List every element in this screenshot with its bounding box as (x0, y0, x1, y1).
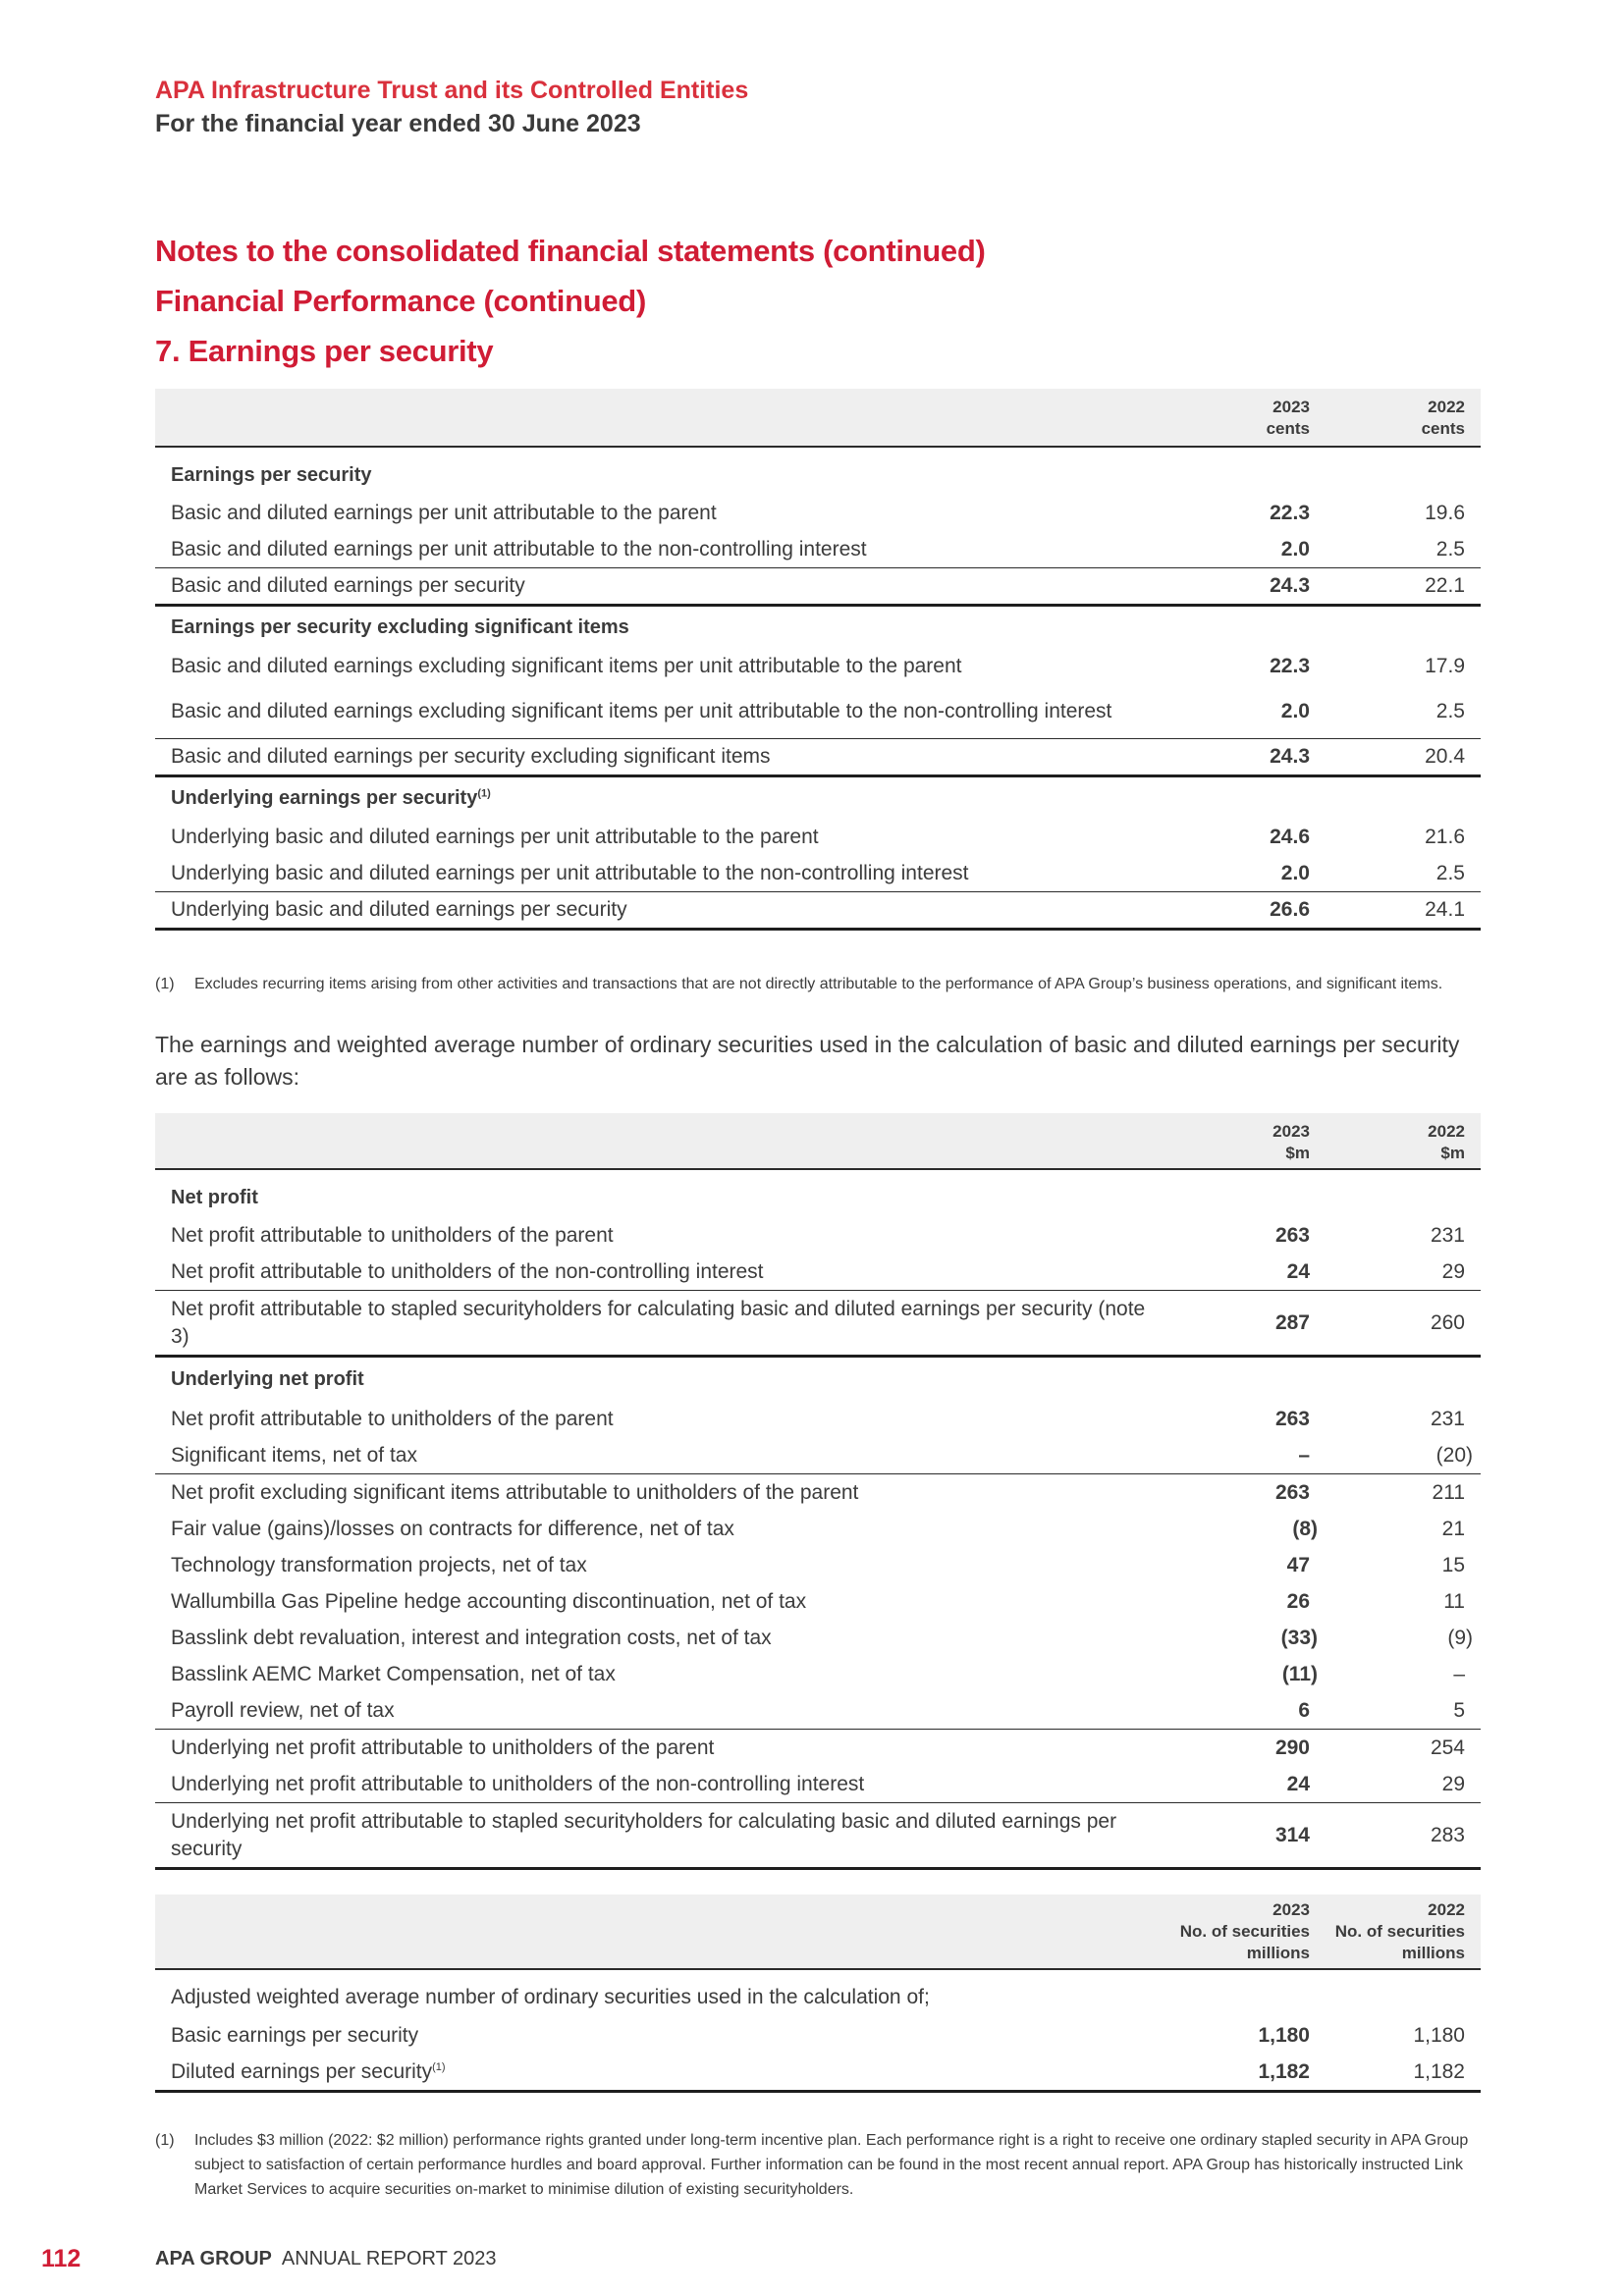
row-label-text: Underlying earnings per security (171, 787, 478, 809)
eps-footnote (155, 972, 1481, 996)
value-2022: 24.1 (1425, 898, 1465, 921)
eps-table (155, 389, 1481, 931)
table-row (155, 819, 1481, 855)
section-heading: Financial Performance (continued) (155, 284, 646, 318)
row-label-text: Fair value (gains)/losses on contracts for difference, net of tax (171, 1517, 734, 1540)
securities-table-header (155, 1895, 1481, 1970)
value-2023: – (1298, 1443, 1310, 1467)
footnote-text: Includes $3 million (2022: $2 million) performance rights granted under long-term incentive plan. Each performance right is a right to receive one ordinary stapled security in APA Group subject to satisfaction of certain performance hurdles and board approval. Further information can be found in the most recent annual report. APA Group has historically instructed Link Market Services to acquire securities on-market to minimise dilution of existing securityholders. (194, 2132, 1469, 2198)
value-2022: 260 (1430, 1310, 1465, 1334)
value-2023: 263 (1274, 1223, 1310, 1247)
table-row (155, 531, 1481, 567)
total-row (155, 567, 1481, 607)
row-label (155, 1442, 1153, 1469)
row-label-text: Basslink debt revaluation, interest and integration costs, net of tax (171, 1626, 772, 1649)
table-row (155, 1473, 1481, 1511)
value-2022: (20) (1435, 1443, 1473, 1467)
row-label (155, 698, 1153, 725)
row-label-text: Underlying basic and diluted earnings per unit attributable to the non-controlling interest (171, 861, 969, 884)
value-2022: 231 (1430, 1407, 1465, 1430)
value-2023: 263 (1274, 1407, 1310, 1430)
table-row (155, 1692, 1481, 1729)
value-2023: 24 (1286, 1259, 1310, 1283)
value-2022: 21.6 (1425, 825, 1465, 848)
row-label (155, 1588, 1153, 1616)
row-label (155, 896, 1153, 924)
table-row (155, 1583, 1481, 1620)
note-title: 7. Earnings per security (155, 334, 494, 368)
value-2022: 254 (1430, 1735, 1465, 1759)
table-row (155, 1401, 1481, 1437)
row-label (155, 572, 1153, 600)
securities-footnote (155, 2128, 1481, 2202)
row-label (155, 2022, 1153, 2050)
col-2022-header (1422, 397, 1465, 440)
row-label-text: Technology transformation projects, net of tax (171, 1553, 587, 1576)
footnote-text: Excludes recurring items arising from other activities and transactions that are not directly attributable to the performance of APA Group’s business operations, and significant items. (194, 976, 1443, 992)
table-row (155, 648, 1481, 684)
col-scale: millions (1246, 1944, 1310, 1962)
value-2022: – (1453, 1662, 1465, 1685)
value-2022: 15 (1441, 1553, 1465, 1576)
row-label-text: Payroll review, net of tax (171, 1698, 395, 1722)
total-row (155, 738, 1481, 777)
value-2023: 290 (1274, 1735, 1310, 1759)
row-label (155, 653, 1153, 680)
total-row (155, 1290, 1481, 1358)
row-label-text: Wallumbilla Gas Pipeline hedge accounting discontinuation, net of tax (171, 1589, 807, 1613)
col-year: 2022 (1428, 1122, 1465, 1141)
row-label-text: Net profit attributable to unitholders of the parent (171, 1407, 614, 1430)
footer-brand (155, 2248, 497, 2270)
value-2023: 2.0 (1280, 861, 1310, 884)
value-2023: 24.6 (1270, 825, 1310, 848)
row-label-text: Earnings per security (171, 464, 372, 486)
value-2023: 2.0 (1280, 699, 1310, 722)
row-label-text: Net profit attributable to unitholders of the parent (171, 1223, 614, 1247)
table-row (155, 1254, 1481, 1290)
table-row (155, 1217, 1481, 1254)
eps-table-body (155, 455, 1481, 931)
page-number: 112 (41, 2245, 81, 2272)
value-2022: 211 (1432, 1480, 1465, 1504)
row-label (155, 1661, 1153, 1688)
row-label-text: Underlying net profit attributable to unitholders of the parent (171, 1735, 715, 1759)
row-label (155, 1406, 1153, 1433)
value-2023: 263 (1274, 1480, 1310, 1504)
row-label-text: Diluted earnings per security (171, 2059, 433, 2083)
value-2022: 2.5 (1435, 537, 1465, 561)
col-scale: millions (1401, 1944, 1465, 1962)
row-label (155, 461, 1153, 489)
row-label-text: Basic and diluted earnings excluding significant items per unit attributable to the non-controlling interest (171, 699, 1112, 722)
footnote-marker: (1) (155, 976, 175, 992)
table-row (155, 1620, 1481, 1656)
col-unit: $m (1440, 1144, 1465, 1162)
col-year: 2022 (1428, 398, 1465, 416)
table-row (155, 1766, 1481, 1802)
table-row (155, 1511, 1481, 1547)
brand-name: APA GROUP (155, 2248, 272, 2269)
row-label-text: Earnings per security excluding significant items (171, 616, 629, 638)
value-2022: 21 (1441, 1517, 1465, 1540)
net-profit-table-header (155, 1113, 1481, 1170)
table-row (155, 1547, 1481, 1583)
value-2022: 231 (1430, 1223, 1465, 1247)
securities-table-body (155, 1978, 1481, 2093)
table-row (155, 1978, 1481, 2017)
row-label-text: Underlying basic and diluted earnings per security (171, 898, 627, 921)
row-label (155, 1222, 1153, 1250)
row-label-text: Basic and diluted earnings per security excluding significant items (171, 745, 771, 768)
row-label (155, 1625, 1153, 1652)
row-label (155, 1258, 1153, 1286)
value-2022: 2.5 (1435, 699, 1465, 722)
row-label (155, 1697, 1153, 1725)
row-label (155, 1184, 1153, 1211)
section-row (155, 1178, 1481, 1217)
row-label (155, 1808, 1153, 1863)
col-unit: No. of securities (1179, 1922, 1310, 1941)
footnote-marker: (1) (155, 2132, 175, 2149)
col-2022-header (1335, 1899, 1465, 1964)
table-row (155, 1437, 1481, 1473)
col-year: 2023 (1272, 1122, 1310, 1141)
value-2023: (8) (1292, 1517, 1318, 1540)
value-2023: 6 (1298, 1698, 1310, 1722)
col-2023-header (1267, 397, 1310, 440)
col-unit: No. of securities (1334, 1922, 1465, 1941)
row-label-text: Underlying net profit attributable to stapled securityholders for calculating basic and diluted earnings per security (171, 1809, 1117, 1860)
row-label (155, 1771, 1153, 1798)
row-label (155, 860, 1153, 887)
row-label-text: Underlying net profit attributable to unitholders of the non-controlling interest (171, 1772, 865, 1795)
col-2023-header (1180, 1899, 1310, 1964)
value-2022: 20.4 (1425, 745, 1465, 768)
col-year: 2023 (1272, 1900, 1310, 1919)
row-label-text: Basic and diluted earnings per unit attributable to the parent (171, 501, 717, 524)
value-2023: 2.0 (1280, 537, 1310, 561)
value-2022: 19.6 (1425, 501, 1465, 524)
net-profit-table-body (155, 1178, 1481, 1870)
value-2023: 22.3 (1270, 501, 1310, 524)
row-label (155, 1984, 1153, 2011)
value-2023: 22.3 (1270, 654, 1310, 677)
value-2023: 26.6 (1270, 898, 1310, 921)
value-2023: 1,182 (1258, 2059, 1310, 2083)
table-row (155, 1729, 1481, 1766)
value-2023: (11) (1281, 1662, 1318, 1685)
period-subtitle: For the financial year ended 30 June 2023 (155, 110, 641, 137)
table-row (155, 1656, 1481, 1692)
row-label (155, 1735, 1153, 1762)
value-2023: 24.3 (1270, 574, 1310, 597)
row-label (155, 1516, 1153, 1543)
col-year: 2023 (1272, 398, 1310, 416)
row-label-text: Underlying net profit (171, 1368, 364, 1390)
col-2023-header (1272, 1121, 1310, 1164)
section-row (155, 455, 1481, 495)
row-label-text: Underlying basic and diluted earnings per unit attributable to the parent (171, 825, 819, 848)
row-label-text: Net profit (171, 1187, 258, 1208)
value-2023: 1,180 (1258, 2023, 1310, 2047)
table-row (155, 495, 1481, 531)
value-2023: (33) (1280, 1626, 1318, 1649)
value-2023: 24.3 (1270, 745, 1310, 768)
row-label-text: Net profit attributable to stapled securityholders for calculating basic and diluted earnings per security (note 3) (171, 1297, 1146, 1348)
row-label (155, 1365, 1153, 1393)
row-label (155, 1552, 1153, 1579)
row-label-text: Net profit excluding significant items attributable to unitholders of the parent (171, 1480, 859, 1504)
row-label (155, 2058, 1153, 2086)
eps-table-header (155, 389, 1481, 448)
col-unit: cents (1421, 419, 1465, 438)
row-label (155, 824, 1153, 851)
value-2023: 287 (1274, 1310, 1310, 1334)
col-unit: $m (1285, 1144, 1310, 1162)
row-label (155, 784, 1153, 812)
row-label (155, 536, 1153, 563)
report-name: ANNUAL REPORT 2023 (281, 2248, 497, 2269)
value-2022: 17.9 (1425, 654, 1465, 677)
value-2023: 47 (1286, 1553, 1310, 1576)
row-label (155, 743, 1153, 771)
intro-paragraph: The earnings and weighted average number of ordinary securities used in the calculation of basic and diluted earnings per security are as follows: (155, 1032, 1460, 1090)
row-label (155, 1479, 1153, 1507)
row-label-text: Basic and diluted earnings per unit attributable to the non-controlling interest (171, 537, 867, 561)
net-profit-table (155, 1113, 1481, 1870)
value-2023: 24 (1286, 1772, 1310, 1795)
total-row (155, 1802, 1481, 1870)
value-2022: 5 (1453, 1698, 1465, 1722)
row-label (155, 1296, 1153, 1351)
table-row (155, 2017, 1481, 2054)
col-2022-header (1428, 1121, 1465, 1164)
col-unit: cents (1266, 419, 1310, 438)
row-label-text: Basslink AEMC Market Compensation, net of tax (171, 1662, 616, 1685)
row-label-text: Basic and diluted earnings per security (171, 574, 525, 597)
row-label-text: Basic earnings per security (171, 2023, 419, 2047)
value-2022: 29 (1441, 1772, 1465, 1795)
value-2023: 26 (1286, 1589, 1310, 1613)
total-row (155, 891, 1481, 931)
row-label (155, 614, 1153, 641)
footnote-ref: (1) (432, 2060, 446, 2073)
section-row (155, 1358, 1481, 1401)
value-2022: 2.5 (1435, 861, 1465, 884)
table-row (155, 684, 1481, 738)
footnote-ref: (1) (477, 787, 491, 800)
value-2022: (9) (1447, 1626, 1473, 1649)
value-2023: 314 (1274, 1823, 1310, 1846)
value-2022: 29 (1441, 1259, 1465, 1283)
securities-table (155, 1895, 1481, 2093)
total-row (155, 2054, 1481, 2093)
row-label-text: Significant items, net of tax (171, 1443, 417, 1467)
notes-heading: Notes to the consolidated financial statements (continued) (155, 234, 986, 268)
value-2022: 22.1 (1425, 574, 1465, 597)
entity-title: APA Infrastructure Trust and its Controlled Entities (155, 77, 749, 104)
row-label-text: Adjusted weighted average number of ordinary securities used in the calculation of; (171, 1986, 930, 2008)
section-row (155, 777, 1481, 819)
section-row (155, 607, 1481, 648)
table-row (155, 855, 1481, 891)
col-year: 2022 (1428, 1900, 1465, 1919)
value-2022: 1,182 (1413, 2059, 1465, 2083)
value-2022: 283 (1430, 1823, 1465, 1846)
row-label (155, 500, 1153, 527)
row-label-text: Basic and diluted earnings excluding significant items per unit attributable to the parent (171, 654, 962, 677)
row-label-text: Net profit attributable to unitholders of the non-controlling interest (171, 1259, 764, 1283)
value-2022: 11 (1443, 1589, 1465, 1613)
value-2022: 1,180 (1413, 2023, 1465, 2047)
